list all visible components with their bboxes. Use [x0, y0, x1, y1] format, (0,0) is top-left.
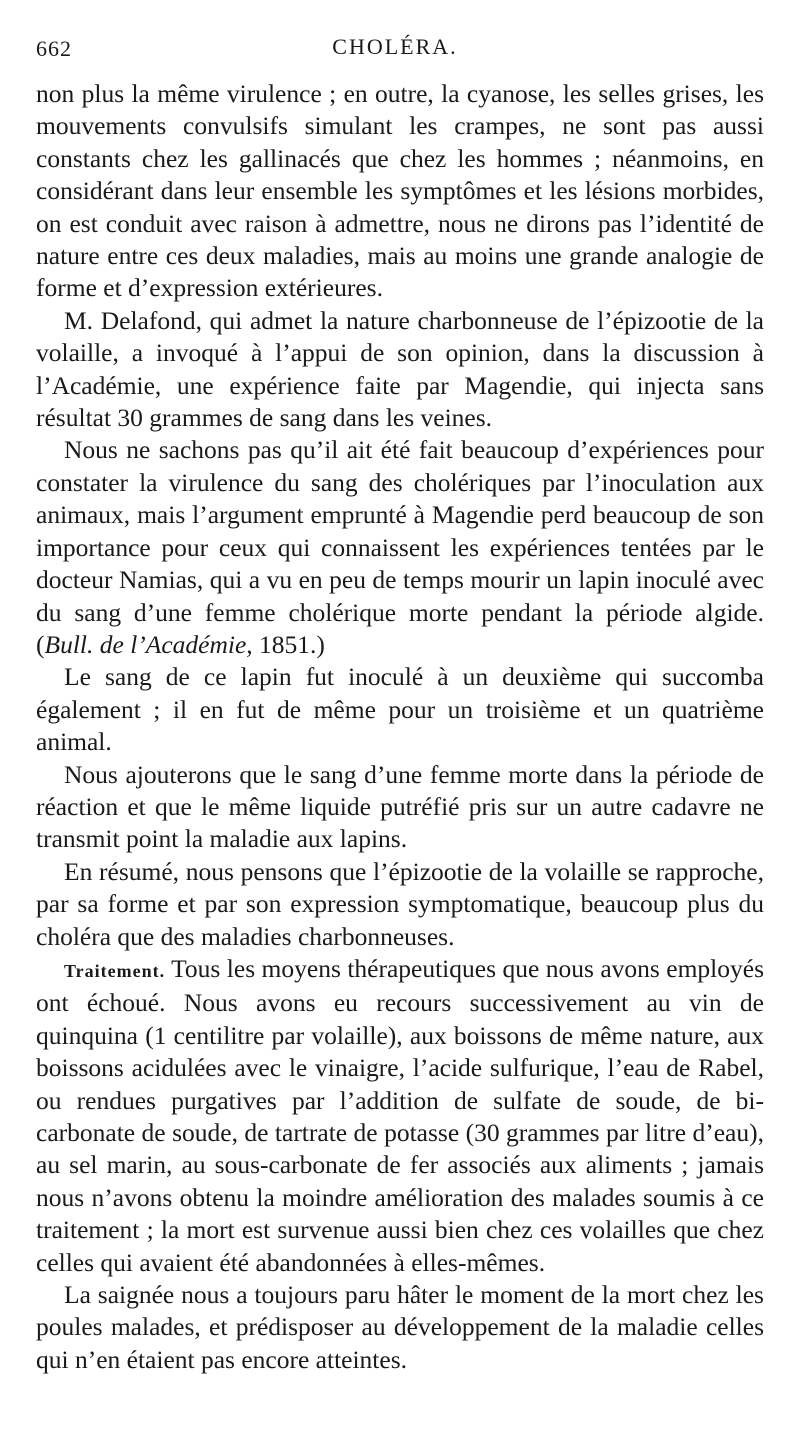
section-label-traitement: Traitement.	[64, 960, 166, 981]
paragraph-3	[36, 434, 764, 661]
paragraph-1: non plus la même virulence ; en outre, la cyanose, les selles grises, les mouvements convulsifs simulant les crampes, ne sont pas aussi constants chez les gallinacés que chez les hommes ; néanmoins, en considérant dans leur ensemble les symptômes et les lésions morbides, on est conduit avec raison à admettre, nous ne dirons pas l’identité de nature entre ces deux maladies, mais au moins une grande analogie de forme et d’expression extérieures.	[36, 79, 764, 303]
running-title: CHOLÉRA.	[332, 34, 458, 59]
paragraph-3-text: Nous ne sachons pas qu’il ait été fait beaucoup d’expériences pour constater la virulence du sang des cholériques par l’inoculation aux animaux, mais l’argument emprunté à Magendie perd beaucoup de son importance pour ceux qui connaissent les expériences tentées par le docteur Namias, qui a vu en peu de temps mourir un lapin inoculé avec du sang d’une femme cholérique morte pendant la période algide. (	[36, 435, 764, 659]
paragraph-4: Le sang de ce lapin fut inoculé à un deuxième qui succomba également ; il en fut de même pour un troisième et un quatrième animal.	[36, 662, 764, 757]
paragraph-2: M. Delafond, qui admet la nature charbonneuse de l’épizootie de la volaille, a invoqué à l’appui de son opinion, dans la discussion à l’Académie, une expérience faite par Magendie, qui injecta sans résultat 30 grammes de sang dans les veines.	[36, 305, 764, 433]
citation-italic: Bull. de l’Académie,	[44, 629, 253, 659]
paragraph-7	[36, 953, 764, 1279]
citation-rest: 1851.)	[252, 629, 325, 659]
paragraph-7-text: Tous les moyens thérapeutiques que nous avons employés ont échoué. Nous avons eu recours successivement au vin de quinquina (1 centilitre par volaille), aux boissons de même nature, aux boissons acidulées avec le vinaigre, l’acide sulfurique, l’eau de Rabel, ou rendues purgatives par l’addition de sulfate de soude, de bi-carbonate de soude, de tartrate de potasse (30 grammes par litre d’eau), au sel marin, au sous-carbonate de fer associés aux aliments ; jamais nous n’avons obtenu la moindre amélioration des malades soumis à ce traitement ; la mort est survenue aussi bien chez ces volailles que chez celles qui avaient été abandonnées à elles-mêmes.	[36, 953, 764, 1277]
page-number: 662	[36, 36, 72, 61]
paragraph-6: En résumé, nous pensons que l’épizootie de la volaille se rapproche, par sa forme et par son expression symptomatique, beaucoup plus du choléra que des maladies charbonneuses.	[36, 856, 764, 951]
page-body	[36, 78, 764, 1376]
page-header	[30, 30, 760, 66]
paragraph-5: Nous ajouterons que le sang d’une femme morte dans la période de réaction et que le même liquide putréfié pris sur un autre cadavre ne transmit point la maladie aux lapins.	[36, 759, 764, 854]
paragraph-8: La saignée nous a toujours paru hâter le moment de la mort chez les poules malades, et prédisposer au développement de la maladie celles qui n’en étaient pas encore atteintes.	[36, 1280, 764, 1374]
